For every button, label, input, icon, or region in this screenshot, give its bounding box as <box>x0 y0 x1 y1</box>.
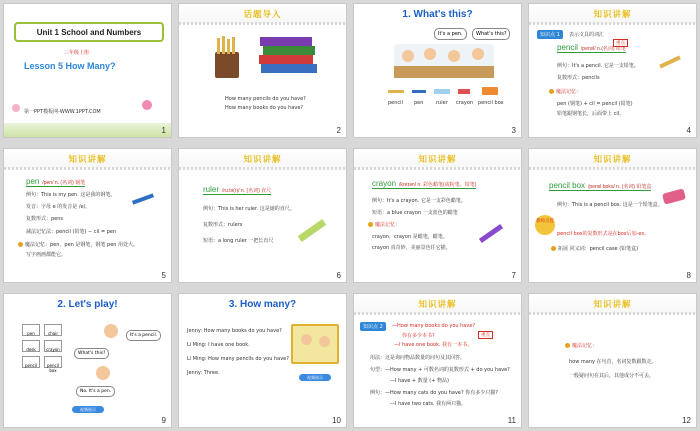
slide-number: 2 <box>336 126 341 135</box>
content-line: crayon 真奇妙，美丽景色任它描。 <box>372 245 451 251</box>
slide-thumbnail-3[interactable] <box>353 3 522 138</box>
content-line: pen (钢笔) + cil = pencil (铅笔) <box>557 101 633 107</box>
dialogue-line: Jenny: Three. <box>187 370 220 376</box>
footer-text: 第一PPT模板网-WWW.1PPT.COM <box>24 109 101 115</box>
speech-bubble: What's this? <box>472 28 510 40</box>
slide-banner <box>529 4 696 24</box>
slide-thumbnail-2[interactable] <box>178 3 347 138</box>
slide-number: 7 <box>511 271 516 280</box>
vocab-word: crayon /kreɪən/ n. 彩色蜡笔(或粉笔、铅笔) <box>372 179 477 188</box>
content-line: —I have + 数量 (+ 物品) <box>390 378 449 384</box>
speech-bubble: It's a pencil. <box>126 330 161 341</box>
slide-number: 4 <box>686 126 691 135</box>
crayon-icon <box>458 89 470 94</box>
slide-banner <box>529 149 696 169</box>
content-line: 例句：This is my pen. 这是我的钢笔。 <box>26 192 116 198</box>
speech-bubble: It's a pen. <box>434 28 467 40</box>
content-line: 魔法记忆： <box>565 342 597 349</box>
key-tag: 重点 <box>478 321 493 340</box>
slide-number: 1 <box>161 126 166 135</box>
pen-icon <box>132 193 154 204</box>
slide-thumbnail-10[interactable] <box>178 293 347 428</box>
slide-number: 10 <box>332 416 341 425</box>
content-line: 短语：a long ruler 一把长直尺 <box>203 238 274 244</box>
word-label: pencil box <box>478 100 504 106</box>
flower-icon <box>12 104 20 112</box>
content-line: 铅笔跟钢笔长，后面带上 cil。 <box>557 111 625 117</box>
word-card: chair <box>44 324 62 336</box>
slide-title: 3. How many? <box>228 299 297 310</box>
word-card: pen <box>22 324 40 336</box>
lesson-title: Lesson 5 How Many? <box>24 61 116 71</box>
question-1: How many pencils do you have? <box>225 96 306 102</box>
slide-number: 9 <box>161 416 166 425</box>
slide-title: 知识讲解 <box>243 155 282 165</box>
slide-thumbnail-8[interactable] <box>528 148 697 283</box>
play-video-button[interactable]: 视频展示 <box>299 374 331 381</box>
pencil-icon <box>659 56 681 69</box>
vocab-word: pen /pen/ n. (名词) 钢笔 <box>26 177 86 186</box>
slide-number: 5 <box>161 271 166 280</box>
content-line: crayon，crayon 是蜡笔，蜡笔。 <box>372 234 448 240</box>
slide-thumbnail-11[interactable] <box>353 293 522 428</box>
slide-banner <box>179 149 346 169</box>
slide-banner <box>179 4 346 24</box>
slide-title: 知识讲解 <box>68 155 107 165</box>
content-line: 魔法记忆： <box>368 221 400 228</box>
speech-bubble: What's this? <box>74 348 109 359</box>
content-line: 减法记忆法：pencil (铅笔) − cil = pen <box>26 229 117 235</box>
content-line: 一般疑问句在其后，其他成分不可丢。 <box>569 373 655 379</box>
word-card: pencil <box>22 356 40 368</box>
vocab-word: ruler /ruːlə(r)/ n. (名词) 直尺 <box>203 185 272 194</box>
content-line: how many 在句首，名词复数跟数走。 <box>569 359 657 365</box>
crayon-icon <box>479 224 503 243</box>
content-line: pencil box的复数形式是在box后加-es。 <box>557 231 650 237</box>
key-tag: 重点 <box>613 29 628 48</box>
knowledge-point-badge: 知识点 2 <box>360 322 386 331</box>
slide-thumbnail-12[interactable] <box>528 293 697 428</box>
knowledge-point-badge: 知识点 1 <box>537 30 563 39</box>
knowledge-point-translation: 你有多少本书? <box>402 333 435 339</box>
knowledge-point-answer: —I have one book. 我有一本书。 <box>394 342 473 348</box>
slide-title: Unit 1 School and Numbers <box>36 28 142 37</box>
pencil-box-icon <box>662 188 686 204</box>
ruler-icon <box>434 89 450 94</box>
content-line: 复数形式：pens <box>26 216 64 222</box>
slide-title: 2. Let's play! <box>57 299 118 310</box>
slide-title: 知识讲解 <box>593 155 632 165</box>
girl-figure <box>96 366 110 380</box>
vocab-word: pencil box /pensl bɒks/ n. (名词) 铅笔盒 <box>549 181 652 190</box>
slide-number: 8 <box>686 271 691 280</box>
pen-icon <box>412 90 426 93</box>
slide-thumbnail-5[interactable] <box>3 148 172 283</box>
dialogue-illustration <box>291 324 339 364</box>
content-line: 魔法记忆：pen，pen 是钢笔，钢笔 pen 用处大。 <box>18 241 138 248</box>
slide-title: 知识讲解 <box>593 300 632 310</box>
question-2: How many books do you have? <box>225 105 304 111</box>
slide-number: 6 <box>336 271 341 280</box>
slide-thumbnail-1[interactable] <box>3 3 172 138</box>
content-line: 句型：—How many + 可数名词的复数形式 + do you have? <box>370 367 510 373</box>
content-line: 发音：字母 e 的发音是 /e/。 <box>26 204 91 210</box>
slide-thumbnail-9[interactable] <box>3 293 172 428</box>
slide-title: 1. What's this? <box>402 9 473 20</box>
knowledge-point-question: —How many books do you have? <box>392 323 476 329</box>
content-line: 写字画画都能它。 <box>26 252 67 258</box>
slide-title: 话题导入 <box>243 10 282 20</box>
boy-figure <box>104 324 118 338</box>
grade-label: 三年级上册 <box>64 50 90 56</box>
slide-title: 知识讲解 <box>593 10 632 20</box>
content-line: 例句：This is a pencil box. 这是一个铅笔盒。 <box>557 202 663 208</box>
pencil-cup-icon <box>213 36 243 80</box>
slide-thumbnail-7[interactable] <box>353 148 522 283</box>
content-line: 例句：It's a pencil. 它是一支铅笔。 <box>557 63 639 69</box>
content-line: 复数形式：pencils <box>557 75 600 81</box>
content-line: 例句：This is her ruler. 这是她的直尺。 <box>203 206 295 212</box>
word-card: desk <box>22 340 40 352</box>
play-video-button[interactable]: 视频展示 <box>72 406 104 413</box>
slide-number: 12 <box>682 416 691 425</box>
content-line: 用法：这是询问物品数量的问句及其回答。 <box>370 355 466 361</box>
word-card: pencil box <box>44 356 62 368</box>
slide-title: 知识讲解 <box>418 155 457 165</box>
content-line: 短语：a blue crayon 一支蓝色的蜡笔 <box>372 210 458 216</box>
flower-icon <box>142 100 152 110</box>
slide-banner <box>354 149 521 169</box>
classroom-illustration <box>394 44 494 78</box>
slide-banner <box>354 294 521 314</box>
knowledge-point-desc: 表示文具的词汇 <box>569 32 605 38</box>
vocab-word: pencil /pensl/ n.(名词) 铅笔 <box>557 43 626 52</box>
content-line: 例句：—How many cats do you have? 你有多少只猫? <box>370 390 498 396</box>
ruler-icon <box>298 219 327 242</box>
content-line: 例句：It's a crayon. 它是一支彩色蜡笔。 <box>372 198 466 204</box>
word-label: pen <box>414 100 424 106</box>
word-label: ruler <box>436 100 448 106</box>
content-line: 拓展 同义词：pencil case (铅笔盒) <box>551 245 638 252</box>
pencil-icon <box>388 90 404 93</box>
grass-decoration <box>4 123 171 137</box>
slide-grid <box>3 3 697 428</box>
slide-thumbnail-4[interactable] <box>528 3 697 138</box>
teacher-tip-badge: 教师点拨 <box>535 215 555 235</box>
dialogue-line: Li Ming: How many pencils do you have? <box>187 356 289 362</box>
content-line: —I have two cats. 我有两只猫。 <box>390 401 467 407</box>
content-line: 复数形式：rulers <box>203 222 243 228</box>
content-line: 魔法记忆： <box>549 88 581 95</box>
speech-bubble: No. It's a pen. <box>76 386 115 397</box>
slide-banner <box>529 294 696 314</box>
slide-number: 3 <box>511 126 516 135</box>
slide-banner <box>4 149 171 169</box>
slide-title: 知识讲解 <box>418 300 457 310</box>
dialogue-line: Jenny: How many books do you have? <box>187 328 282 334</box>
slide-thumbnail-6[interactable] <box>178 148 347 283</box>
slide-number: 11 <box>507 416 516 425</box>
pencil-box-icon <box>482 87 498 95</box>
dialogue-line: Li Ming: I have one book. <box>187 342 250 348</box>
books-icon <box>257 34 319 82</box>
word-label: pencil <box>388 100 403 106</box>
word-label: crayon <box>456 100 474 106</box>
word-card: crayon <box>44 340 62 352</box>
